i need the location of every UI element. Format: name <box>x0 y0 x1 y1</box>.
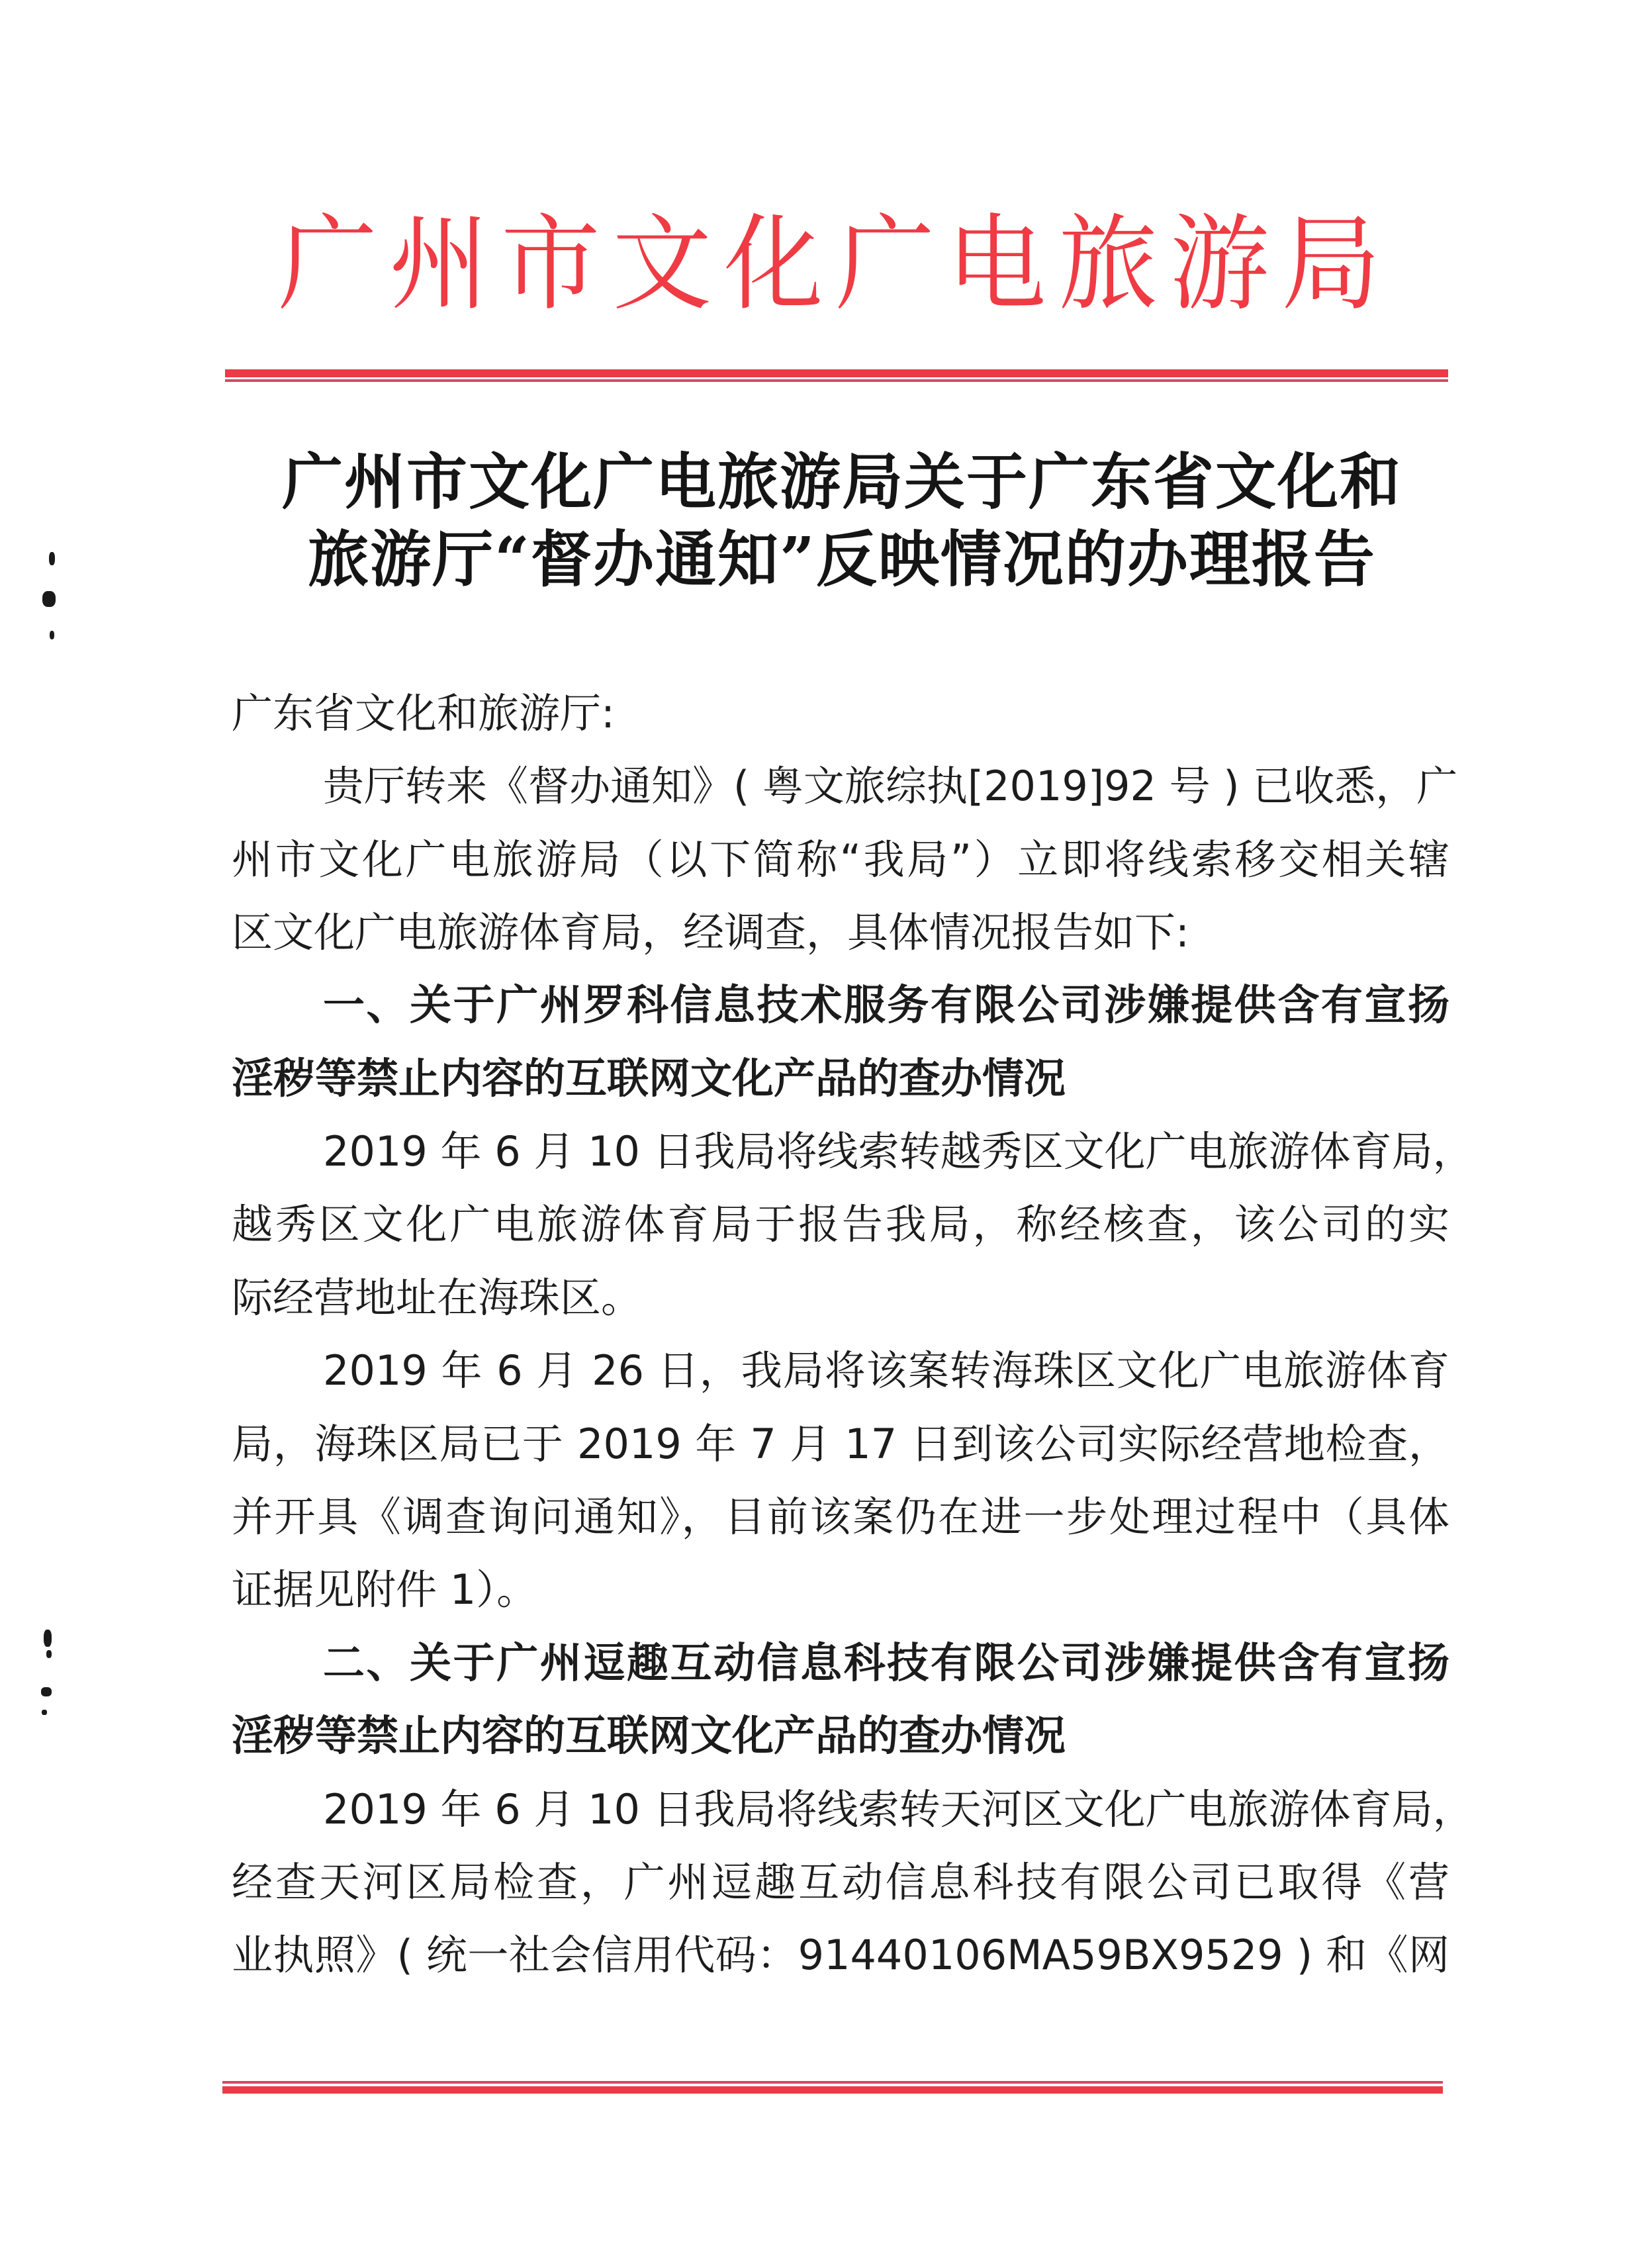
paragraph-line: 2019 年 6 月 10 日我局将线索转天河区文化广电旅游体育局， <box>323 1785 1474 1833</box>
section-heading-1-cont: 淫秽等禁止内容的互联网文化产品的查办情况 <box>232 1054 1066 1103</box>
scan-mark <box>44 1630 52 1647</box>
paragraph-line: 2019 年 6 月 10 日我局将线索转越秀区文化广电旅游体育局， <box>323 1127 1474 1176</box>
paragraph-line: 越秀区文化广电旅游体育局于报告我局，称经核查，该公司的实 <box>232 1200 1449 1248</box>
paragraph-line: 业执照》( 统一社会信用代码：91440106MA59BX9529 ) 和《网 <box>232 1931 1449 1979</box>
section-heading-1: 一、关于广州罗科信息技术服务有限公司涉嫌提供含有宣扬 <box>323 981 1449 1029</box>
section-heading-2-cont: 淫秽等禁止内容的互联网文化产品的查办情况 <box>232 1712 1066 1760</box>
paragraph-line: 经查天河区局检查，广州逗趣互动信息科技有限公司已取得《营 <box>232 1858 1449 1906</box>
paragraph-line: 2019 年 6 月 26 日，我局将该案转海珠区文化广电旅游体育 <box>323 1346 1449 1395</box>
paragraph-line: 并开具《调查询问通知》，目前该案仍在进一步处理过程中（具体 <box>232 1493 1449 1541</box>
footer-rule-thick <box>222 2086 1443 2094</box>
salutation: 广东省文化和旅游厅: <box>232 689 615 737</box>
paragraph-line: 局，海珠区局已于 2019 年 7 月 17 日到该公司实际经营地检查， <box>232 1420 1449 1468</box>
scan-mark <box>41 1687 52 1696</box>
scan-mark <box>50 631 54 639</box>
section-heading-2: 二、关于广州逗趣互动信息科技有限公司涉嫌提供含有宣扬 <box>323 1639 1449 1687</box>
scan-mark <box>42 1710 47 1715</box>
paragraph-line: 证据见附件 1）。 <box>232 1565 538 1614</box>
paragraph-line: 区文化广电旅游体育局，经调查，具体情况报告如下: <box>232 908 1189 956</box>
document-title-line-1: 广州市文化广电旅游局关于广东省文化和 <box>281 446 1402 518</box>
paragraph-line: 贵厅转来《督办通知》( 粤文旅综执[2019]92 号 ) 已收悉，广 <box>323 762 1458 810</box>
masthead-rule-thin <box>225 379 1448 382</box>
scan-mark <box>46 1650 52 1658</box>
scan-mark <box>49 552 55 565</box>
footer-rule-thin <box>222 2081 1443 2084</box>
masthead-org-name: 广州市文化广电旅游局 <box>278 204 1383 326</box>
paragraph-line: 州市文化广电旅游局（以下简称“我局”）立即将线索移交相关辖 <box>232 835 1449 884</box>
document-title-line-2: 旅游厅“督办通知”反映情况的办理报告 <box>308 524 1376 595</box>
masthead-rule-thick <box>225 369 1448 377</box>
paragraph-line: 际经营地址在海珠区。 <box>232 1273 643 1322</box>
scan-mark <box>42 591 56 607</box>
